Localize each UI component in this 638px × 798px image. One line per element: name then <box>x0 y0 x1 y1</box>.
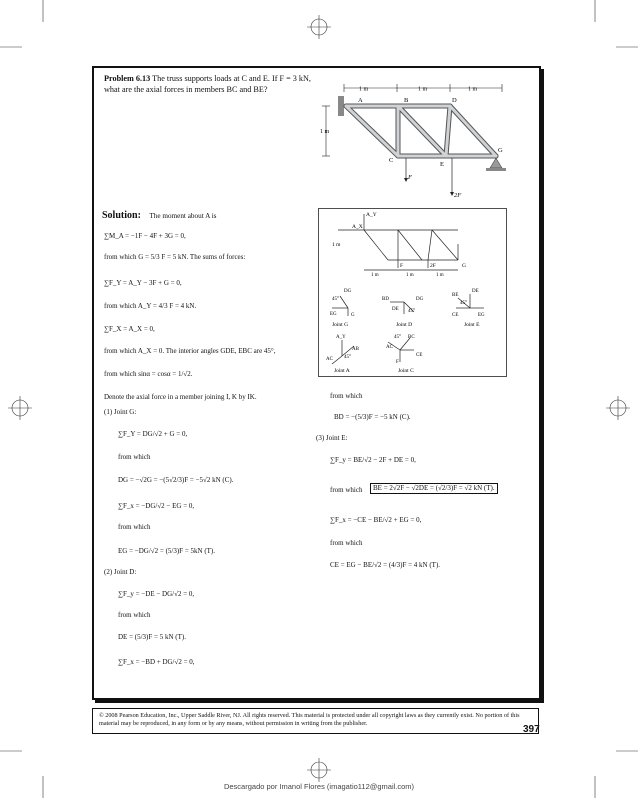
download-footer: Descargado por Imanol Flores (imagatio112@gmail.com) <box>223 782 415 791</box>
joint-e-label: E <box>440 161 444 168</box>
jc-f: F <box>396 360 399 365</box>
ja-angle: 45° <box>344 355 351 360</box>
eq-e-fy: ∑F_y = BE/√2 − 2F + DE = 0, <box>330 456 416 464</box>
eq-fy: ∑F_Y = A_Y − 3F + G = 0, <box>104 279 182 287</box>
jd-de: DE <box>392 307 399 312</box>
jg-angle: 45° <box>332 297 339 302</box>
jc-title: Joint C <box>398 368 414 374</box>
load-2f-label: 2F <box>454 192 462 199</box>
fbd-dim-3: 1 m <box>436 273 444 278</box>
joint-d-fbd <box>382 297 424 328</box>
jc-ce: CE <box>416 353 423 358</box>
jd-angle: 45° <box>408 309 415 314</box>
fbd-ax-label: A_X <box>352 224 363 230</box>
joint-g-fbd <box>330 289 355 328</box>
je-be: BE <box>452 293 459 298</box>
eq-moment: ∑M_A = −1F − 4F + 3G = 0, <box>104 232 186 240</box>
solution-title: Solution: <box>102 210 141 221</box>
step-joint-e: (3) Joint E: <box>316 434 348 442</box>
dim-height: 1 m <box>320 129 330 135</box>
joint-g-label: G <box>498 147 503 154</box>
text-fw-3: from which <box>118 611 151 619</box>
je-title: Joint E <box>464 322 480 328</box>
eq-e-fx: ∑F_x = −CE − BE/√2 + EG = 0, <box>330 516 422 524</box>
dim-bd: 1 m <box>418 86 428 93</box>
joint-a-label: A <box>358 97 363 104</box>
eq-fx: ∑F_X = A_X = 0, <box>104 325 155 333</box>
problem-label: Problem 6.13 <box>104 74 151 83</box>
jg-eg: EG <box>330 312 337 317</box>
joint-e-fbd <box>452 289 485 328</box>
solution-heading <box>102 210 216 221</box>
eq-g-fx: ∑F_x = −DG/√2 − EG = 0, <box>118 502 195 510</box>
jg-title: Joint G <box>332 322 349 328</box>
step-joint-g: (1) Joint G: <box>104 408 137 416</box>
joint-a-fbd <box>326 335 360 374</box>
load-f-label: F <box>408 174 412 181</box>
step-joint-d: (2) Joint D: <box>104 568 137 576</box>
jc-bc: BC <box>408 335 415 340</box>
eq-eg: EG = −DG/√2 = (5/3)F = 5kN (T). <box>118 547 216 555</box>
text-sin: from which sinα = cosα = 1/√2. <box>104 370 193 378</box>
page-number: 397 <box>523 724 540 735</box>
truss-figure <box>318 80 523 200</box>
je-de: DE <box>472 289 479 294</box>
text-r-fw-2: from which <box>330 486 363 494</box>
eq-de: DE = (5/3)F = 5 kN (T). <box>118 633 186 641</box>
eq-be-boxed: BE = 2√2F − √2DE = (√2/3)F = √2 kN (T). <box>370 483 498 494</box>
eq-d-fy: ∑F_y = −DE − DG/√2 = 0, <box>118 590 195 598</box>
problem-statement <box>104 73 312 95</box>
solution-intro: The moment about A is <box>149 212 217 220</box>
fbd-ay-label: A_Y <box>366 212 377 218</box>
jc-ac: AC <box>386 345 393 350</box>
jd-title: Joint D <box>396 322 413 328</box>
ja-ay: A_Y <box>336 335 346 340</box>
fbd-load-f: F <box>400 263 404 269</box>
fbd-dim-2: 1 m <box>406 273 414 278</box>
ja-title: Joint A <box>334 368 350 374</box>
joint-c-fbd <box>386 335 422 374</box>
jg-g: G <box>351 313 355 318</box>
jd-bd: BD <box>382 297 389 302</box>
text-fw-1: from which <box>118 453 151 461</box>
fbd-dim-1: 1 m <box>371 273 379 278</box>
fbd-load-2f: 2F <box>430 263 436 269</box>
jc-angle: 45° <box>394 335 401 340</box>
eq-ce: CE = EG − BE/√2 = (4/3)F = 4 kN (T). <box>330 561 441 569</box>
text-denote: Denote the axial force in a member joining I, K by IK. <box>104 393 257 401</box>
text-r-fw-1: from which <box>330 392 363 400</box>
ja-ab: AB <box>352 347 359 352</box>
text-ax: from which A_X = 0. The interior angles GDE, EBC are 45°, <box>104 347 276 355</box>
text-g: from which G = 5/3 F = 5 kN. The sums of forces: <box>104 253 246 261</box>
text-r-fw-3: from which <box>330 539 363 547</box>
free-body-diagrams <box>318 208 508 378</box>
jd-dg: DG <box>416 297 424 302</box>
ja-ac: AC <box>326 357 333 362</box>
jg-dg: DG <box>344 289 352 294</box>
je-ce: CE <box>452 313 459 318</box>
joint-b-label: B <box>404 97 409 104</box>
eq-g-fy: ∑F_Y = DG/√2 + G = 0, <box>118 430 188 438</box>
text-ay: from which A_Y = 4/3 F = 4 kN. <box>104 302 197 310</box>
eq-dg: DG = −√2G = −(5√2/3)F = −5√2 kN (C). <box>118 476 234 484</box>
fbd-height: 1 m <box>332 242 341 248</box>
je-eg: EG <box>478 313 485 318</box>
dim-ab: 1 m <box>359 86 369 93</box>
copyright-notice: © 2008 Pearson Education, Inc., Upper Saddle River, NJ. All rights reserved. This material is protected under all copyright laws as they currently exist. No portion of this material may be reproduced, in any form or by any means, without permission in writing from the publisher. <box>92 708 539 734</box>
fbd-load-g: G <box>462 263 466 269</box>
text-fw-2: from which <box>118 523 151 531</box>
eq-bd: BD = −(5/3)F = −5 kN (C). <box>334 413 411 421</box>
problem-text: The truss supports loads at C and E. If F = 3 kN, what are the axial forces in members BC and BE? <box>104 74 311 94</box>
joint-d-label: D <box>452 97 457 104</box>
je-angle: 45° <box>460 301 467 306</box>
dim-dg: 1 m <box>468 86 478 93</box>
eq-d-fx: ∑F_x = −BD + DG/√2 = 0, <box>118 658 195 666</box>
joint-c-label: C <box>389 157 394 164</box>
